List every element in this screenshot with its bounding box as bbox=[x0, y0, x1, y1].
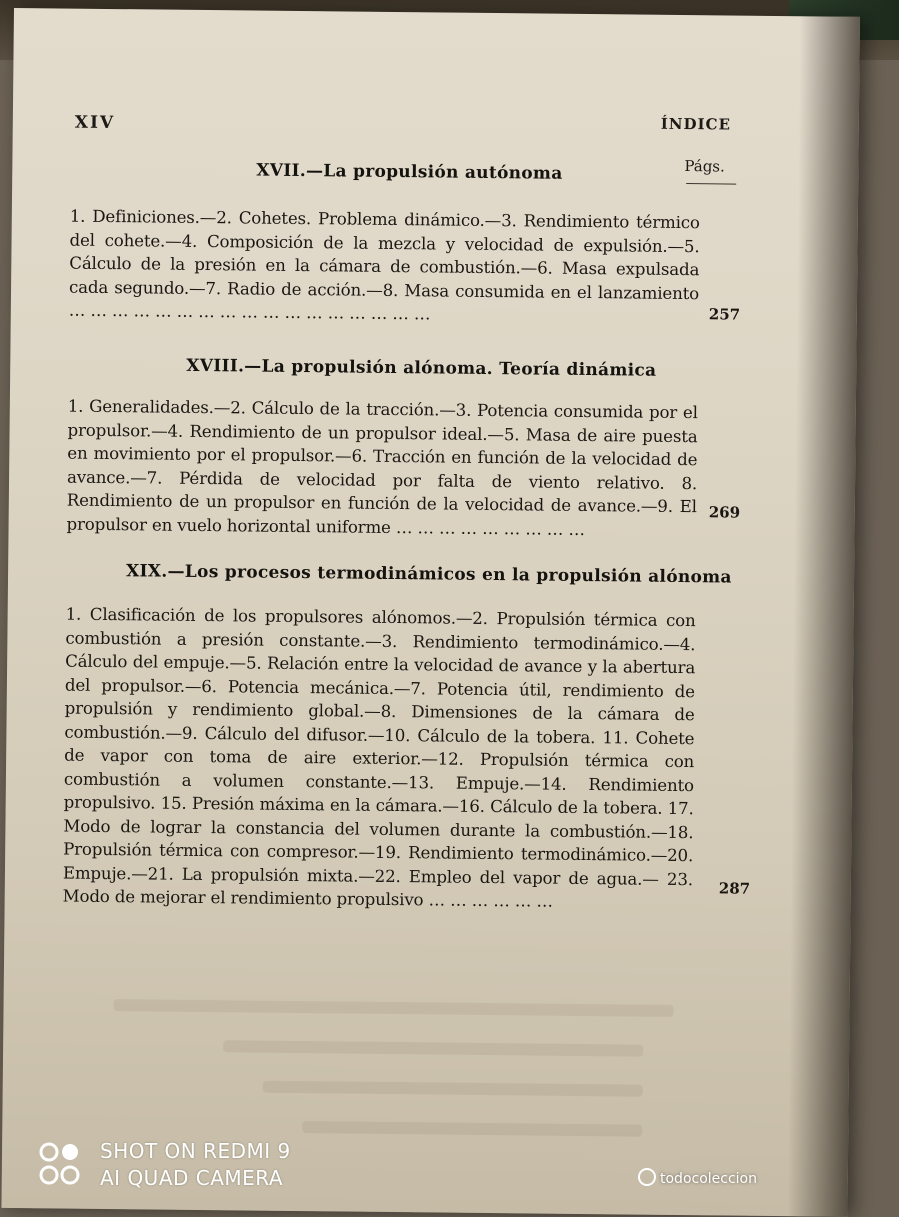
pages-label: Págs. bbox=[684, 157, 725, 176]
chapter-page: 269 bbox=[708, 503, 741, 522]
site-credit bbox=[638, 1168, 757, 1187]
bleed-through bbox=[114, 999, 674, 1017]
watermark-line-2: AI QUAD CAMERA bbox=[100, 1166, 284, 1190]
bleed-through bbox=[263, 1081, 643, 1097]
page-shadow bbox=[787, 16, 860, 1217]
chapter-page: 257 bbox=[708, 305, 741, 324]
pages-rule bbox=[686, 183, 736, 185]
chapter-title: XIX.—Los procesos termodinámicos en la propulsión alónoma bbox=[126, 561, 732, 588]
chapter-entry: 1. Clasificación de los propulsores alónomos.—2. Propulsión térmica con combustión a presión constante.—3. Rendimiento termodinámico.—4. Cálculo del empuje.—5. Relación entre la velocidad de avance y la abertura del propulsor.—6. Potencia mecánica.—7. Potencia útil, rendimiento de propulsión y rendimiento global.—8. Dimensiones de la cámara de combustión.—9. Cálculo del difusor.—10. Cálculo de la tobera. 11. Cohete de vapor con toma de aire exterior.—12. Propulsión térmica con combustión a volumen constante.—13. Empuje.—14. Rendimiento propulsivo. 15. Presión máxima en la cámara.—16. Cálculo de la tobera. 17. Modo de lograr la constancia del volumen durante la combustión.—18. Propulsión térmica con compresor.—19. Rendimiento termodinámico.—20. Empuje.—21. La propulsión mixta.—22. Empleo del vapor de agua.— 23. Modo de mejorar el rendimiento propulsivo … … … … … … bbox=[62, 604, 696, 911]
chapter-entry: 1. Generalidades.—2. Cálculo de la tracción.—3. Potencia consumida por el propulsor.—4. Rendimiento de un propulsor ideal.—5. Masa de aire puesta en movimiento por el propulsor.—6. Tracción en función de la velocidad de avance.—7. Pérdida de velocidad por falta de viento relativo. 8. Rendimiento de un propulsor en función de la velocidad de avance.—9. El propulsor en vuelo horizontal uniforme … … … … … … … … … bbox=[66, 396, 698, 539]
bleed-through bbox=[223, 1040, 643, 1056]
site-logo-icon bbox=[638, 1168, 656, 1186]
book-page bbox=[1, 8, 860, 1217]
chapter-page: 287 bbox=[718, 879, 751, 898]
camera-lens-icon bbox=[38, 1141, 86, 1189]
watermark-line-1: SHOT ON REDMI 9 bbox=[100, 1139, 291, 1163]
bleed-through bbox=[302, 1121, 642, 1137]
chapter-entry: 1. Definiciones.—2. Cohetes. Problema dinámico.—3. Rendimiento térmico del cohete.—4. Composición de la mezcla y velocidad de expulsión.—5. Cálculo de la presión en la cámara de combustión.—6. Masa expulsada cada segundo.—7. Radio de acción.—8. Masa consumida en el lanzamiento … … … … … … … … … … … … … … … … … bbox=[68, 206, 700, 324]
page-number: XIV bbox=[74, 112, 116, 134]
running-head: ÍNDICE bbox=[660, 114, 732, 134]
chapter-title: XVII.—La propulsión autónoma bbox=[256, 160, 563, 184]
site-credit-text: todocoleccion bbox=[660, 1171, 757, 1187]
chapter-title: XVIII.—La propulsión alónoma. Teoría dinámica bbox=[186, 355, 657, 381]
